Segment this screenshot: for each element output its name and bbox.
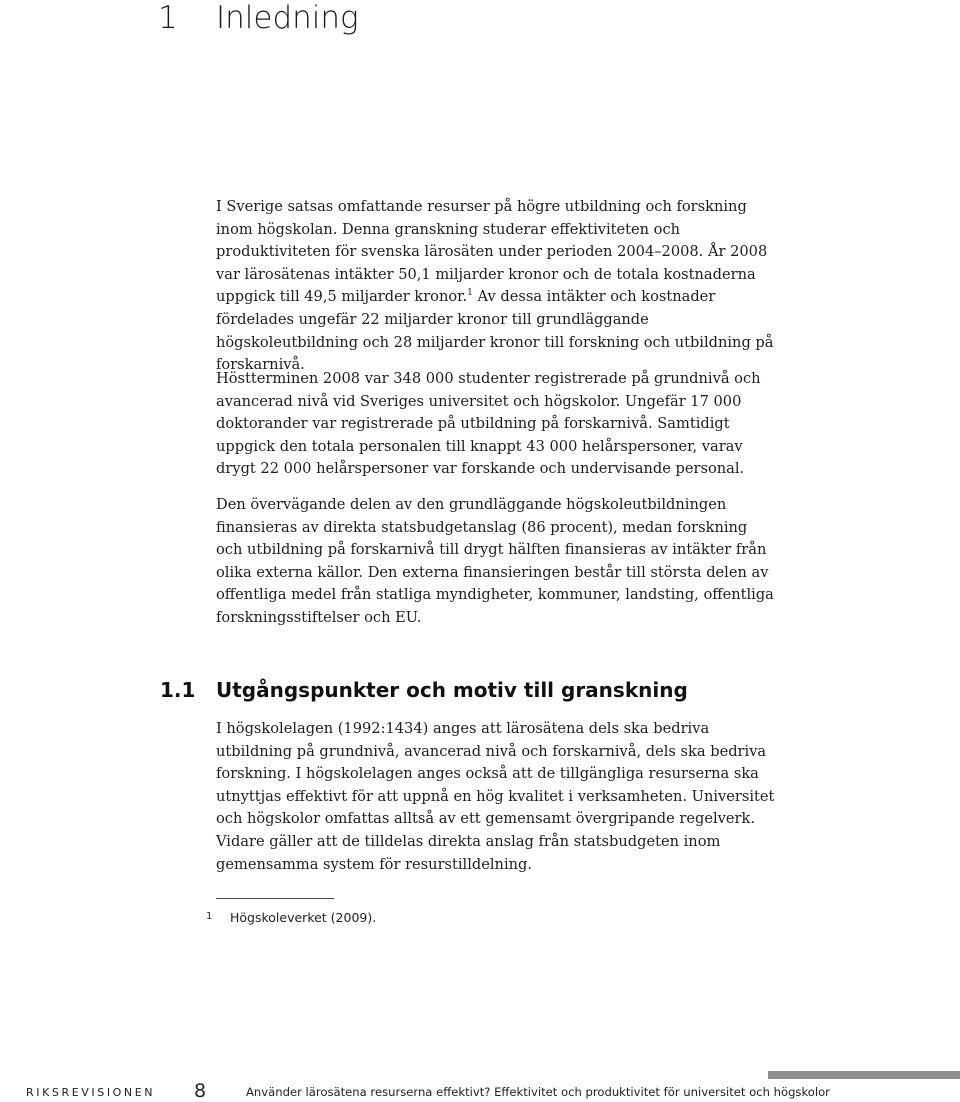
footnote-reference[interactable]: 1 — [467, 288, 473, 299]
page-number: 8 — [194, 1080, 207, 1102]
section-title: Utgångspunkter och motiv till granskning — [216, 678, 688, 702]
paragraph-section: I högskolelagen (1992:1434) anges att lärosätena dels ska bedriva utbildning på grundnivå, avancerad nivå och forskarnivå, dels ska bedriva forskning. I högskolelagen anges också att de tillgängliga resurserna ska utnyttjas effektivt för att uppnå en hög kvalitet i verksamheten. Universitet och högskolor omfattas alltså av ett gemensamt övergripande regelverk. Vidare gäller att de tilldelas direkta anslag från statsbudgeten inom gemensamma system för resurstilldelning. — [216, 720, 775, 873]
footnote-divider — [216, 898, 334, 899]
footnote-text: Högskoleverket (2009). — [230, 910, 377, 925]
footer-bar — [768, 1071, 960, 1079]
chapter-number: 1 — [158, 0, 178, 36]
chapter-heading — [0, 0, 960, 40]
chapter-title: Inledning — [216, 0, 359, 36]
footnote-number: 1 — [206, 911, 213, 922]
footer-title: Använder lärosätena resurserna effektivt? Effektivitet och produktivitet för universitet och högskolor — [246, 1085, 830, 1099]
paragraph-intro-text: I Sverige satsas omfattande resurser på högre utbildning och forskning inom högskolan. Denna granskning studerar effektiviteten och produktiviteten för svenska lärosäten under perioden 2004–2008. År 2008 var lärosätenas intäkter 50,1 miljarder kronor och de totala kostnaderna uppgick till 49,5 miljarder kronor. — [216, 198, 768, 306]
footnote — [206, 910, 606, 925]
section-number: 1.1 — [160, 678, 196, 702]
footer-org: RIKSREVISIONEN — [26, 1086, 156, 1099]
paragraph-students: Höstterminen 2008 var 348 000 studenter registrerade på grundnivå och avancerad nivå vid Sveriges universitet och högskolor. Ungefär 17 000 doktorander var registrerade på utbildning på forskarnivå. Samtidigt uppgick den totala personalen till knappt 43 000 helårspersoner, varav drygt 22 000 helårspersoner var forskande och undervisande personal. — [216, 370, 761, 478]
section-heading — [0, 678, 960, 708]
paragraph-intro — [216, 196, 776, 377]
paragraph-funding: Den övervägande delen av den grundläggande högskoleutbildningen finansieras av direkta statsbudgetanslag (86 procent), medan forskning och utbildning på forskarnivå till drygt hälften finansieras av intäkter från olika externa källor. Den externa finansieringen består till största delen av offentliga medel från statliga myndigheter, kommuner, landsting, offentliga forskningsstiftelser och EU. — [216, 496, 774, 626]
paragraph-intro-continued: Av dessa intäkter och kostnader fördelades ungefär 22 miljarder kronor till grundläggande högskoleutbildning och 28 miljarder kronor till forskning och utbildning på forskarnivå. — [216, 288, 774, 374]
